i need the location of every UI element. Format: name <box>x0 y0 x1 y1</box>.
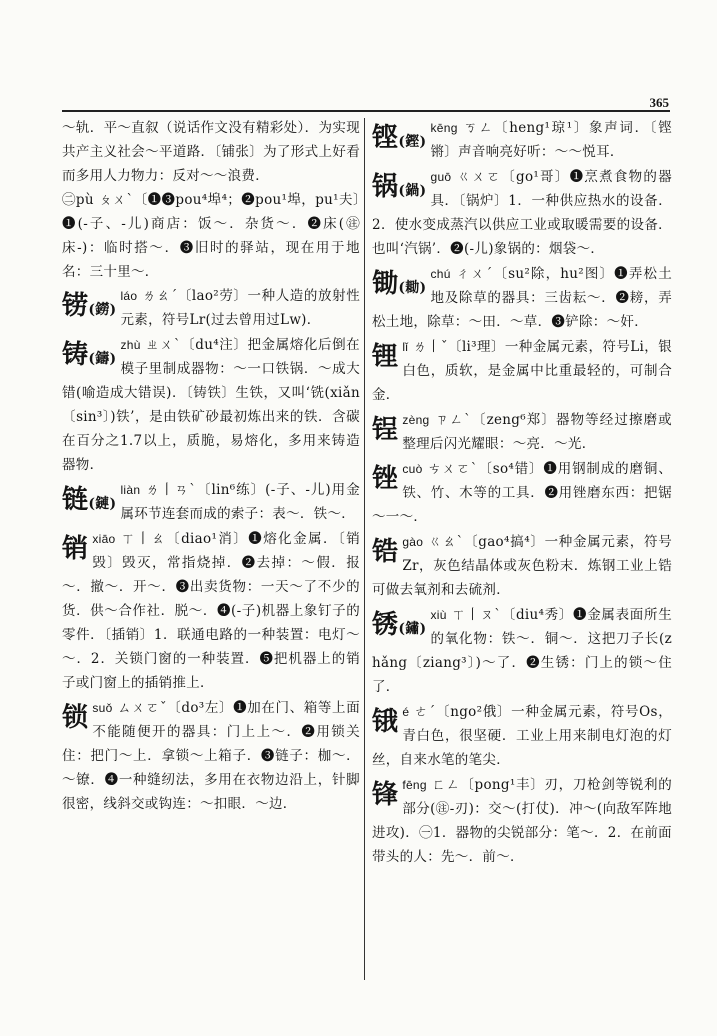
dictionary-entry <box>372 603 672 699</box>
headword-char: 锅 <box>372 172 399 202</box>
entry-pinyin: xiù <box>430 608 447 622</box>
left-entries <box>62 284 360 816</box>
entry-headword <box>62 529 88 573</box>
entry-headword <box>372 167 426 211</box>
traditional-form: (鏈) <box>88 496 117 512</box>
right-entries <box>372 116 672 869</box>
entry-definition: ㄓㄨˋ〔du⁴注〕把金属熔化后倒在模子里制成器物：～一口铁锅．～成大错(喻造成大错误)．〔铸铁〕生铁，又叫‘铣(xiǎn〔sin³〕)铁’，是由铁矿砂最初炼出来的铁．含碳在百分之1.7以上，质脆，易熔化，多用来铸造器物． <box>62 337 360 473</box>
entry-definition: ㄒ丨ㄠ〔diao¹消〕❶熔化金属．〔销毁〕毁灭，常指烧掉．❷去掉：～假．报～．撤～．开～．❸出卖货物：一天～了不少的货．供～合作社．脱～．❹(-子)机器上象钉子的零件．〔插销〕1．联通电路的一种装置：电灯～～．2．关锁门窗的一种装置．❺把机器上的销子或门窗上的插销推上． <box>62 531 360 691</box>
entry-pinyin: zèng <box>402 413 430 427</box>
entry-headword <box>62 286 116 330</box>
entry-headword <box>372 410 398 454</box>
continuation-text: ～轨．平～直叙（说话作文没有精彩处）．为实现共产主义社会～平道路．〔铺张〕为了形式上好看而多用人力物力：反对～～浪费． <box>62 120 360 184</box>
entry-pinyin: gào <box>402 535 424 549</box>
entry-definition: ㄜˊ〔ngo²俄〕一种金属元素，符号Os，青白色，很坚硬．工业上用来制电灯泡的灯丝，自来水笔的笔尖． <box>372 704 672 768</box>
entry-headword <box>62 335 116 379</box>
entry-pinyin: xiāo <box>92 532 116 546</box>
entry-pinyin: cuò <box>402 462 423 476</box>
headword-char: 锂 <box>372 342 399 372</box>
dictionary-entry <box>372 457 672 529</box>
dictionary-entry <box>62 333 360 477</box>
left-column <box>62 116 360 1006</box>
entry-pinyin: zhù <box>120 338 141 352</box>
dictionary-entry <box>372 116 672 164</box>
dictionary-entry <box>62 284 360 332</box>
dictionary-entry <box>372 262 672 334</box>
dictionary-entry <box>372 773 672 869</box>
entry-headword <box>372 775 398 819</box>
entry-headword <box>372 605 426 649</box>
headword-char: 铸 <box>62 340 89 370</box>
headword-char: 锇 <box>372 707 399 737</box>
headword-char: 锄 <box>372 269 399 299</box>
headword-char: 锋 <box>372 780 399 810</box>
column-divider <box>364 118 365 980</box>
dictionary-entry <box>62 696 360 816</box>
page-number: 365 <box>649 95 669 110</box>
dictionary-entry <box>62 478 360 526</box>
entry-definition: ㄎㄥ〔heng¹琼¹〕象声词．〔铿锵〕声音响亮好听：～～悦耳． <box>430 120 672 160</box>
sub-entry-pu: ㊁pù ㄆㄨˋ〔❶❸pou⁴埠⁴；❷pou¹埠，pu¹夫〕❶(-子、-儿)商店：饭～．杂货～．❷床(㊟床-)：临时搭～．❸旧时的驿站，现在用于地名：三十里～． <box>62 192 360 280</box>
entry-headword <box>372 532 398 576</box>
entry-definition: ㄘㄨㄛˋ〔so⁴错〕❶用钢制成的磨铜、铁、竹、木等的工具．❷用锉磨东西：把锯～一～． <box>372 461 672 525</box>
dictionary-entry <box>372 335 672 407</box>
entry-definition: ㄍㄨㄛ〔go¹哥〕❶烹煮食物的器具．〔锅炉〕1．一种供应热水的设备．2．使水变成蒸汽以供应工业或取暖需要的设备．也叫‘汽锅’．❷(-儿)象锅的：烟袋～． <box>372 169 672 257</box>
traditional-form: (鑄) <box>88 351 117 367</box>
headword-char: 锁 <box>62 703 89 733</box>
entry-pinyin: láo <box>120 289 138 303</box>
headword-char: 链 <box>62 485 89 515</box>
entry-definition: ㄌㄠˊ〔lao²劳〕一种人造的放射性元素，符号Lr(过去曾用过Lw)． <box>120 288 360 328</box>
header-rule <box>62 110 670 112</box>
entry-definition: ㄙㄨㄛˇ〔do³左〕❶加在门、箱等上面不能随便开的器具：门上上～．❷用锁关住：把门～上．拿锁～上箱子．❸链子：枷～．～镣．❹一种缝纫法，多用在衣物边沿上，针脚很密，线斜交或钩连：～扣眼．～边． <box>62 700 360 812</box>
dictionary-entry <box>372 530 672 602</box>
traditional-form: (鏗) <box>398 134 427 150</box>
entry-pinyin: guō <box>430 170 452 184</box>
entry-pinyin: chú <box>430 267 451 281</box>
dictionary-entry <box>372 700 672 772</box>
entry-definition: ㄔㄨˊ〔su²除，hu²图〕❶弄松土地及除草的器具：三齿耘～．❷耪，弄松土地，除草：～田．～草．❸铲除：～奸． <box>372 266 672 330</box>
traditional-form: (耡) <box>398 280 427 296</box>
traditional-form: (鍋) <box>398 183 427 199</box>
entry-definition: ㄌ丨ㄢˋ〔lin⁶练〕(-子、-儿)用金属环节连套而成的索子：表～．铁～． <box>120 482 360 522</box>
headword-char: 锆 <box>372 537 399 567</box>
headword-char: 销 <box>62 534 89 564</box>
entry-pinyin: fēng <box>402 778 427 792</box>
headword-char: 锈 <box>372 610 399 640</box>
entry-definition: ㄈㄥ〔pong¹丰〕刃，刀枪剑等锐利的部分(㊟-刃)：交～(打仗)．冲～(向敌军阵地进攻)．㊀1．器物的尖锐部分：笔～．2．在前面带头的人：先～．前～． <box>372 777 672 865</box>
headword-char: 铿 <box>372 123 399 153</box>
headword-char: 铹 <box>62 291 89 321</box>
entry-headword <box>372 118 426 162</box>
headword-char: 锃 <box>372 415 399 445</box>
entry-headword <box>372 702 398 746</box>
dictionary-entry <box>372 165 672 261</box>
entry-headword <box>62 698 88 742</box>
entry-headword <box>372 459 398 503</box>
entry-definition: ㄗㄥˋ〔zeng⁶郑〕器物等经过擦磨或整理后闪光耀眼：～亮．～光． <box>402 412 672 452</box>
traditional-form: (鐒) <box>88 302 117 318</box>
dictionary-entry <box>372 408 672 456</box>
entry-headword <box>372 264 426 308</box>
entry-pinyin: é <box>402 705 410 719</box>
entry-definition: ㄌ丨ˇ〔li³理〕一种金属元素，符号Li，银白色，质软，是金属中比重最轻的，可制合金． <box>372 339 672 403</box>
entry-definition: ㄍㄠˋ〔gao⁴搞⁴〕一种金属元素，符号Zr，灰色结晶体或灰色粉末．炼钢工业上锆可做去氧剂和去硫剂． <box>372 534 672 598</box>
entry-headword <box>62 480 116 524</box>
entry-pinyin: kēng <box>430 121 458 135</box>
right-column <box>372 116 672 1006</box>
entry-definition: ㄒ丨ㄡˋ〔diu⁴秀〕❶金属表面所生的氧化物：铁～．铜～．这把刀子长(zhǎng〔ziang³〕)～了．❷生锈：门上的锁～住了． <box>372 607 672 695</box>
headword-char: 锉 <box>372 464 399 494</box>
entry-pinyin: lǐ <box>402 340 409 354</box>
dictionary-entry <box>62 527 360 695</box>
entry-pinyin: suǒ <box>92 701 113 715</box>
entry-headword <box>372 337 398 381</box>
entry-pinyin: liàn <box>120 483 141 497</box>
traditional-form: (鏽) <box>398 621 427 637</box>
